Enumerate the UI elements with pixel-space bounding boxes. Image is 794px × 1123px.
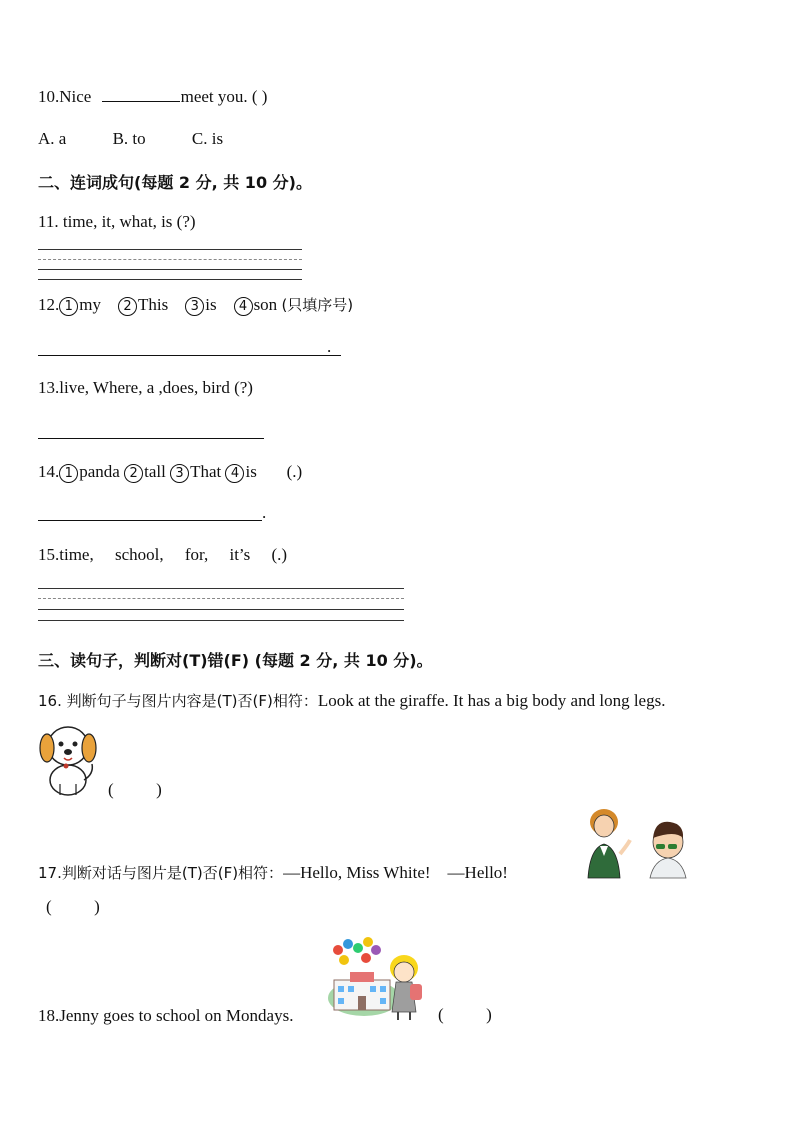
- q14-word-1: panda: [79, 462, 120, 481]
- q12-number: 12.: [38, 295, 60, 314]
- q12-word-4: son: [253, 295, 278, 314]
- q12-note: (只填序号): [281, 296, 354, 314]
- q14-number: 14.: [38, 462, 60, 481]
- q16-label: 16. 判断句子与图片内容是(T)否(F)相符：: [38, 692, 318, 710]
- question-18: 18.Jenny goes to school on Mondays.: [38, 1006, 294, 1025]
- q14-mark-1: 1: [59, 464, 78, 483]
- question-11: 11. time, it, what, is (?): [38, 212, 196, 231]
- question-13: 13.live, Where, a ,does, bird (?): [38, 378, 253, 397]
- q10-blank[interactable]: [102, 87, 180, 102]
- question-14: [38, 462, 302, 483]
- question-15: 15.time, school, for, it’s (.): [38, 545, 288, 564]
- q12-word-1: my: [79, 295, 101, 314]
- q14-mark-3: 3: [170, 464, 189, 483]
- q17-label: 17.判断对话与图片是(T)否(F)相符：: [38, 864, 284, 882]
- question-16: [38, 690, 665, 711]
- q17-dialog: —Hello, Miss White! —Hello!: [283, 863, 508, 882]
- dog-image: [36, 718, 100, 798]
- question-17: [38, 862, 508, 883]
- teacher-and-boy-image: [582, 806, 696, 880]
- q14-answer-line[interactable]: [38, 520, 262, 521]
- q12-mark-1: 1: [59, 297, 78, 316]
- q16-answer-paren[interactable]: ( ): [108, 780, 162, 799]
- section-2-title: 二、连词成句(每题 2 分, 共 10 分)。: [38, 173, 312, 192]
- q14-mark-2: 2: [124, 464, 143, 483]
- q14-end-period: .: [262, 503, 267, 522]
- section-3-title: 三、读句子，判断对(T)错(F) (每题 2 分, 共 10 分)。: [38, 651, 433, 670]
- q14-word-4: is: [245, 462, 257, 481]
- q10-option-b: B. to: [112, 129, 146, 148]
- q13-answer-line[interactable]: [38, 438, 264, 439]
- question-10: [38, 87, 267, 107]
- q12-end-period: .: [327, 337, 332, 356]
- q14-word-3: That: [190, 462, 222, 481]
- question-12: [38, 294, 353, 316]
- q12-word-3: is: [205, 295, 217, 314]
- q18-answer-paren[interactable]: ( ): [438, 1005, 492, 1024]
- q14-mark-4: 4: [225, 464, 244, 483]
- q12-answer-line[interactable]: [38, 355, 341, 356]
- q10-option-a: A. a: [38, 129, 67, 148]
- q17-answer-paren[interactable]: ( ): [46, 897, 100, 916]
- q16-sentence: Look at the giraffe. It has a big body and long legs.: [317, 691, 666, 710]
- q14-word-2: tall: [144, 462, 166, 481]
- q12-mark-4: 4: [234, 297, 253, 316]
- q10-option-c: C. is: [191, 129, 224, 148]
- q12-mark-3: 3: [185, 297, 204, 316]
- q10-prefix: 10.Nice: [38, 87, 92, 106]
- q14-tail: (.): [286, 462, 303, 481]
- q12-mark-2: 2: [118, 297, 137, 316]
- q10-answer-paren[interactable]: ( ): [251, 87, 268, 106]
- girl-going-to-school-image: [326, 936, 432, 1022]
- q12-word-2: This: [137, 295, 169, 314]
- q10-options: [38, 129, 265, 149]
- q10-suffix: meet you.: [180, 87, 248, 106]
